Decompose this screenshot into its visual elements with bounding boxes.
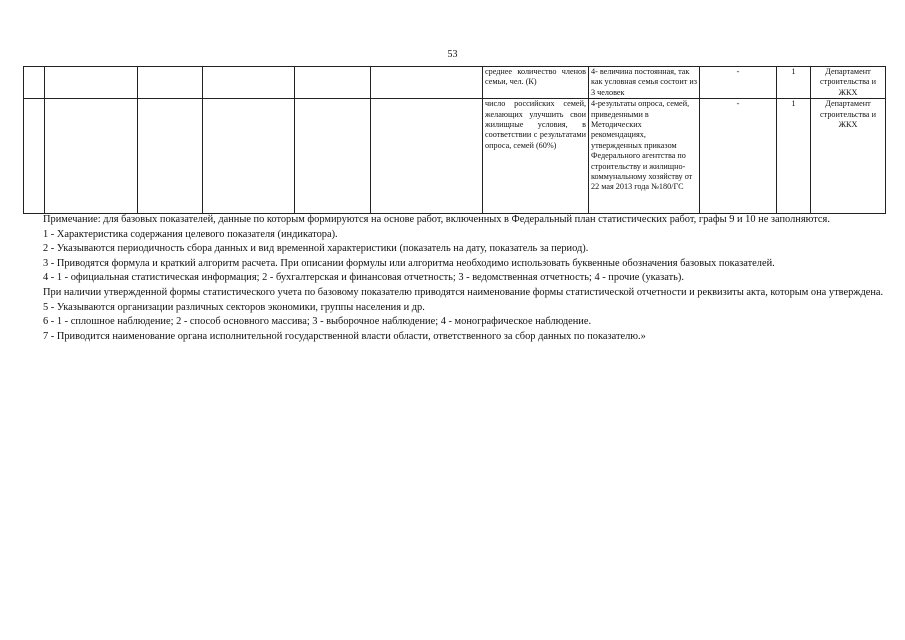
- empty-cell: [45, 67, 138, 99]
- page-number: 53: [447, 49, 458, 60]
- col10-cell: 1: [777, 99, 811, 214]
- indicator-table: [23, 66, 886, 214]
- note-4-form: При наличии утвержденной формы статистического учета по базовому показателю приводятся наименование формы статистической отчетности и реквизиты акта, которым она утверждена.: [43, 286, 884, 298]
- empty-cell: [45, 99, 138, 214]
- method-cell: 4-результаты опроса, семей, приведенными в Методических рекомендациях, утвержденных приказом Федерального агентства по строительству и жилищно-коммунальному хозяйству от 22 мая 2013 года №180/ГС: [589, 99, 700, 214]
- empty-cell: [138, 99, 203, 214]
- note-5: 5 - Указываются организации различных секторов экономики, группы населения и др.: [43, 301, 425, 313]
- empty-cell: [371, 67, 483, 99]
- note-1: 1 - Характеристика содержания целевого показателя (индикатора).: [43, 228, 338, 240]
- table-row: [24, 67, 886, 99]
- note-6: 6 - 1 - сплошное наблюдение; 2 - способ основного массива; 3 - выборочное наблюдение; 4 - монографическое наблюдение.: [43, 316, 592, 328]
- empty-cell: [24, 67, 45, 99]
- empty-cell: [203, 99, 295, 214]
- col9-cell: -: [700, 67, 777, 99]
- note-4: 4 - 1 - официальная статистическая информация; 2 - бухгалтерская и финансовая отчетность; 3 - ведомственная отчетность; 4 - прочие (указать).: [43, 272, 684, 284]
- table-row: [24, 99, 886, 214]
- note-2: 2 - Указываются периодичность сбора данных и вид временной характеристики (показатель на дату, показатель за период).: [43, 243, 589, 255]
- empty-cell: [295, 67, 371, 99]
- empty-cell: [295, 99, 371, 214]
- indicator-cell: число российских семей, желающих улучшить свои жилищные условия, в соответствии с результатами опроса, семей (60%): [483, 99, 589, 214]
- empty-cell: [203, 67, 295, 99]
- col10-cell: 1: [777, 67, 811, 99]
- responsible-cell: Департамент строительства и ЖКХ: [811, 67, 886, 99]
- empty-cell: [24, 99, 45, 214]
- method-cell: 4- величина постоянная, так как условная семья состоит из 3 человек: [589, 67, 700, 99]
- empty-cell: [371, 99, 483, 214]
- empty-cell: [138, 67, 203, 99]
- col9-cell: -: [700, 99, 777, 214]
- responsible-cell: Департамент строительства и ЖКХ: [811, 99, 886, 214]
- note-intro: Примечание: для базовых показателей, данные по которым формируются на основе работ, включенных в Федеральный план статистических работ, графы 9 и 10 не заполняются.: [43, 214, 830, 225]
- note-7: 7 - Приводится наименование органа исполнительной государственной власти области, ответственного за сбор данных по показателю.»: [43, 330, 646, 342]
- notes-section: [23, 213, 885, 344]
- indicator-cell: среднее количество членов семьи, чел. (К): [483, 67, 589, 99]
- note-3: 3 - Приводятся формула и краткий алгоритм расчета. При описании формулы или алгоритма необходимо использовать буквенные обозначения базовых показателей.: [43, 257, 775, 269]
